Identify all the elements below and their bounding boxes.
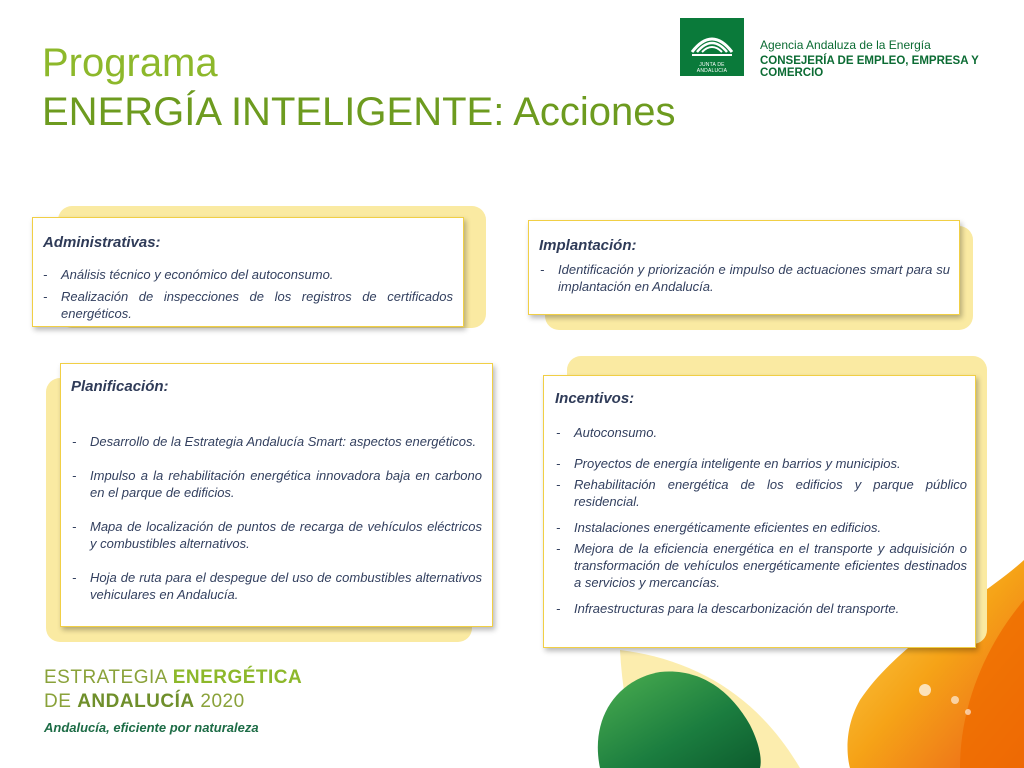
page-title-line2: ENERGÍA INTELIGENTE: Acciones bbox=[42, 90, 676, 134]
list-item: - Autoconsumo. bbox=[556, 425, 658, 440]
card-administrativas bbox=[32, 217, 464, 327]
card-planificacion bbox=[60, 363, 493, 627]
junta-andalucia-logo bbox=[680, 18, 744, 76]
list-item: - Identificación y priorización e impulso de actuaciones smart para su implantación en Andalucía. bbox=[540, 262, 950, 294]
card-title: Incentivos: bbox=[555, 390, 635, 407]
list-item: - Infraestructuras para la descarbonización del transporte. bbox=[556, 601, 900, 616]
list-item: - Mejora de la eficiencia energética en el transporte y adquisición o transformación de vehículos energéticamente eficientes destinados a servicios y mercancías. bbox=[556, 541, 967, 590]
agency-name: Agencia Andaluza de la Energía bbox=[760, 38, 931, 52]
list-item: - Impulso a la rehabilitación energética innovadora baja en carbono en el parque de edificios. bbox=[72, 468, 482, 500]
card-title: Administrativas: bbox=[43, 234, 161, 251]
logo-caption: JUNTA DE ANDALUCIA bbox=[696, 62, 728, 74]
list-item: - Proyectos de energía inteligente en barrios y municipios. bbox=[556, 456, 901, 471]
list-item: - Mapa de localización de puntos de recarga de vehículos eléctricos y combustibles alternativos. bbox=[72, 519, 482, 551]
card-title: Planificación: bbox=[71, 378, 169, 395]
strategy-brand-line2: DE ANDALUCÍA 2020 bbox=[44, 691, 245, 712]
ministry-name: CONSEJERÍA DE EMPLEO, EMPRESA Y COMERCIO bbox=[760, 55, 979, 79]
list-item: - Realización de inspecciones de los registros de certificados energéticos. bbox=[43, 289, 453, 321]
list-item: - Rehabilitación energética de los edificios y parque público residencial. bbox=[556, 477, 967, 509]
strategy-tagline: Andalucía, eficiente por naturaleza bbox=[44, 720, 259, 735]
list-item: - Análisis técnico y económico del autoconsumo. bbox=[43, 267, 334, 282]
page-title-line1: Programa bbox=[42, 41, 218, 85]
list-item: - Desarrollo de la Estrategia Andalucía Smart: aspectos energéticos. bbox=[72, 434, 477, 449]
card-implantacion bbox=[528, 220, 960, 315]
list-item: - Instalaciones energéticamente eficientes en edificios. bbox=[556, 520, 882, 535]
list-item: - Hoja de ruta para el despegue del uso de combustibles alternativos vehiculares en Andalucía. bbox=[72, 570, 482, 602]
card-incentivos bbox=[543, 375, 976, 648]
card-title: Implantación: bbox=[539, 237, 637, 254]
strategy-brand-line1: ESTRATEGIA ENERGÉTICA bbox=[44, 667, 303, 688]
